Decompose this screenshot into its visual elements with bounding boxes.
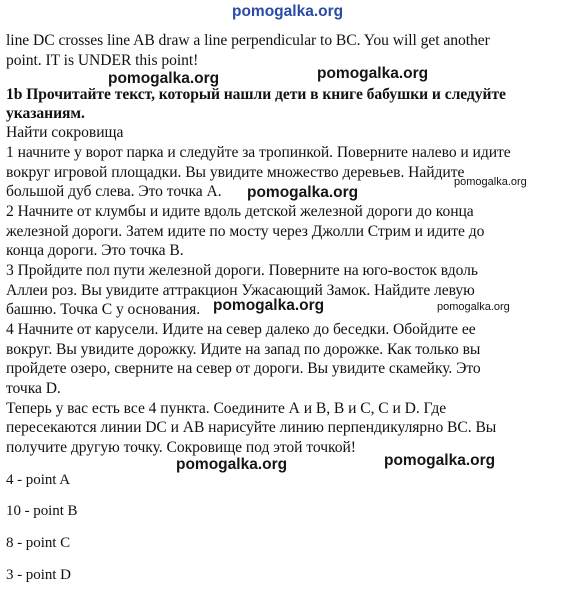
- watermark: pomogalka.org: [176, 456, 288, 473]
- paragraph-3-line-2: Аллеи роз. Вы увидите аттракцион Ужасающий Замок. Найдите левую: [6, 282, 475, 299]
- task-heading-line-2: указаниям.: [6, 105, 85, 122]
- task-heading-line-1: 1b Прочитайте текст, который нашли дети в книге бабушки и следуйте: [6, 86, 506, 103]
- final-line-2: пересекаются линии DC и АВ нарисуйте линию перпендикулярно ВС. Вы: [6, 419, 497, 436]
- answer-item: 10 - point B: [6, 503, 78, 519]
- paragraph-1-line-1: 1 начните у ворот парка и следуйте за тропинкой. Поверните налево и идите: [6, 144, 511, 161]
- paragraph-1-line-2: вокруг игровой площадки. Вы увидите множество деревьев. Найдите: [6, 164, 465, 181]
- final-line-1: Теперь у вас есть все 4 пункта. Соедините А и В, В и С, С и D. Где: [6, 400, 447, 417]
- watermark: pomogalka.org: [213, 297, 325, 314]
- text-title: Найти сокровища: [6, 124, 124, 141]
- watermark: pomogalka.org: [454, 176, 527, 188]
- answer-item: 8 - point C: [6, 535, 71, 551]
- paragraph-4-line-4: точка D.: [6, 380, 61, 397]
- answer-item: 3 - point D: [6, 567, 71, 583]
- watermark: pomogalka.org: [317, 65, 429, 82]
- paragraph-4-line-2: вокруг. Вы увидите дорожку. Идите на запад по дорожке. Как только вы: [6, 341, 481, 358]
- watermark: pomogalka.org: [247, 184, 359, 201]
- paragraph-2-line-1: 2 Начните от клумбы и идите вдоль детской железной дороги до конца: [6, 203, 474, 220]
- paragraph-3-line-1: 3 Пройдите пол пути железной дороги. Поверните на юго-восток вдоль: [6, 262, 478, 279]
- watermark: pomogalka.org: [108, 70, 220, 87]
- paragraph-2-line-2: железной дороги. Затем идите по мосту через Джолли Стрим и идите до: [6, 223, 485, 240]
- paragraph-4-line-3: пройдете озеро, сверните на север от дороги. Вы увидите скамейку. Это: [6, 360, 481, 377]
- previous-text-line-2: point. IT is UNDER this point!: [6, 52, 199, 69]
- watermark: pomogalka.org: [437, 301, 510, 313]
- final-line-3: получите другую точку. Сокровище под этой точкой!: [6, 439, 356, 456]
- paragraph-3-line-3: башню. Точка С у основания.: [6, 301, 201, 318]
- answer-item: 4 - point A: [6, 472, 71, 488]
- watermark: pomogalka.org: [384, 452, 496, 469]
- previous-text-line-1: line DC crosses line AB draw a line perpendicular to BC. You will get another: [6, 32, 490, 49]
- watermark-top: pomogalka.org: [232, 3, 344, 20]
- paragraph-2-line-3: конца дороги. Это точка В.: [6, 242, 184, 259]
- paragraph-1-line-3: большой дуб слева. Это точка А.: [6, 183, 222, 200]
- paragraph-4-line-1: 4 Начните от карусели. Идите на север далеко до беседки. Обойдите ее: [6, 321, 476, 338]
